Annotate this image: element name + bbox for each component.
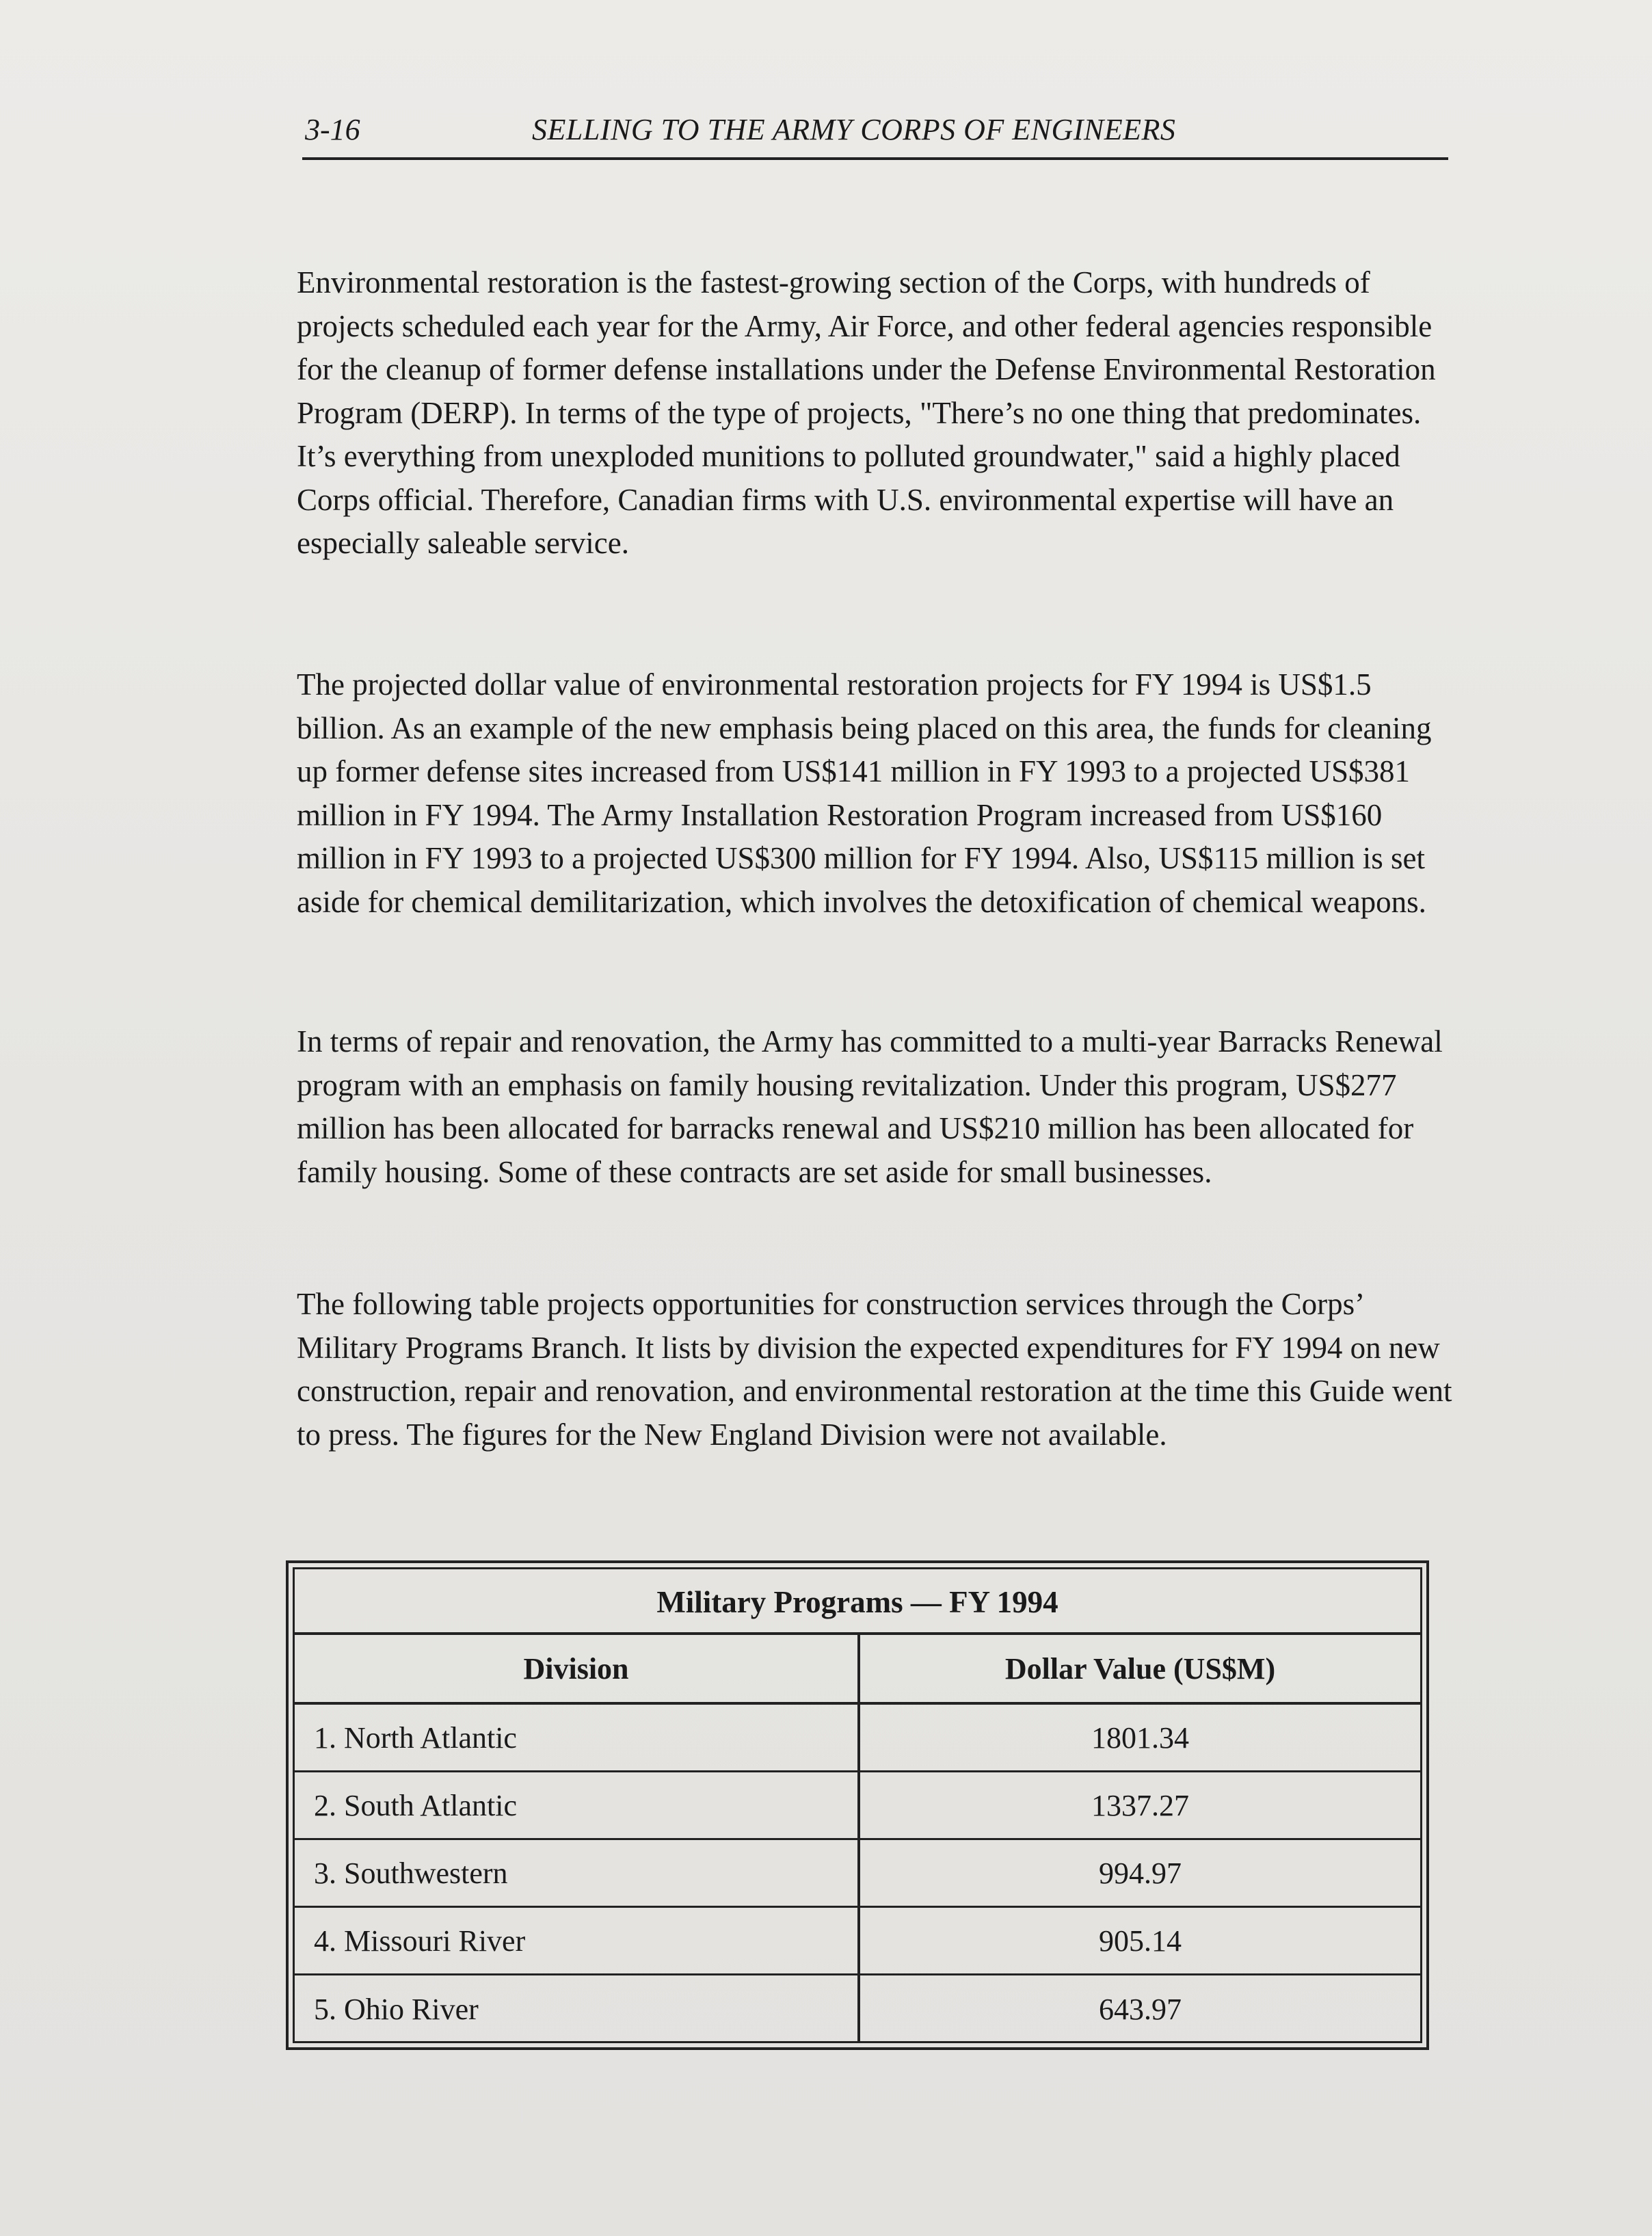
paragraph-environmental-restoration: Environmental restoration is the fastest-growing section of the Corps, with hundreds of projects scheduled each year for the Army, Air Force, and other federal agencies responsible for the cleanup of former defense installations under the Defense Environmental Restoration Program (DERP). In terms of the type of projects, "There’s no one thing that predominates. It’s everything from unexploded munitions to polluted groundwater," said a highly placed Corps official. Therefore, Canadian firms with U.S. environmental expertise will have an especially saleable service. bbox=[297, 265, 1436, 560]
paragraph-table-intro: The following table projects opportunities for construction services through the Corps’ Military Programs Branch. It lists by division the expected expenditures for FY 1994 on new construction, repair and renovation, and environmental restoration at the time this Guide went to press. The figures for the New England Division were not available. bbox=[297, 1287, 1452, 1452]
paragraph-repair-renovation: In terms of repair and renovation, the Army has committed to a multi-year Barracks Renewal program with an emphasis on family housing revitalization. Under this program, US$277 million has been allocated for barracks renewal and US$210 million has been allocated for family housing. Some of these contracts are set aside for small businesses. bbox=[297, 1024, 1443, 1189]
running-title: SELLING TO THE ARMY CORPS OF ENGINEERS bbox=[532, 113, 1176, 146]
dollar-value-cell: 1337.27 bbox=[1091, 1788, 1189, 1822]
table-header-row bbox=[295, 1635, 1420, 1705]
page-number: 3-16 bbox=[305, 113, 360, 146]
table-row bbox=[295, 1840, 1420, 1908]
division-cell: 4. Missouri River bbox=[295, 1908, 860, 1973]
table-row bbox=[295, 1772, 1420, 1840]
table-body bbox=[293, 1567, 1422, 2043]
military-programs-table bbox=[286, 1560, 1429, 2050]
table-row bbox=[295, 1705, 1420, 1772]
division-cell: 5. Ohio River bbox=[295, 1975, 860, 2043]
division-cell: 3. Southwestern bbox=[295, 1840, 860, 1906]
division-cell: 2. South Atlantic bbox=[295, 1772, 860, 1838]
dollar-value-cell: 1801.34 bbox=[1091, 1720, 1189, 1755]
dollar-value-cell: 643.97 bbox=[1099, 1993, 1182, 2026]
table-row bbox=[295, 1975, 1420, 2043]
paragraph-projected-dollar-value: The projected dollar value of environmental restoration projects for FY 1994 is US$1.5 billion. As an example of the new emphasis being placed on this area, the funds for cleaning up former defense sites increased from US$141 million in FY 1993 to a projected US$381 million in FY 1994. The Army Installation Restoration Program increased from US$160 million in FY 1993 to a projected US$300 million for FY 1994. Also, US$115 million is set aside for chemical demilitarization, which involves the detoxification of chemical weapons. bbox=[297, 667, 1432, 919]
column-header-dollar-value: Dollar Value (US$M) bbox=[1004, 1651, 1276, 1686]
table-caption: Military Programs — FY 1994 bbox=[295, 1569, 1420, 1635]
division-cell: 1. North Atlantic bbox=[295, 1705, 860, 1770]
dollar-value-cell: 905.14 bbox=[1099, 1924, 1182, 1958]
dollar-value-cell: 994.97 bbox=[1099, 1856, 1182, 1890]
running-header bbox=[302, 109, 1448, 160]
table-row bbox=[295, 1908, 1420, 1975]
column-header-division: Division bbox=[295, 1635, 860, 1702]
